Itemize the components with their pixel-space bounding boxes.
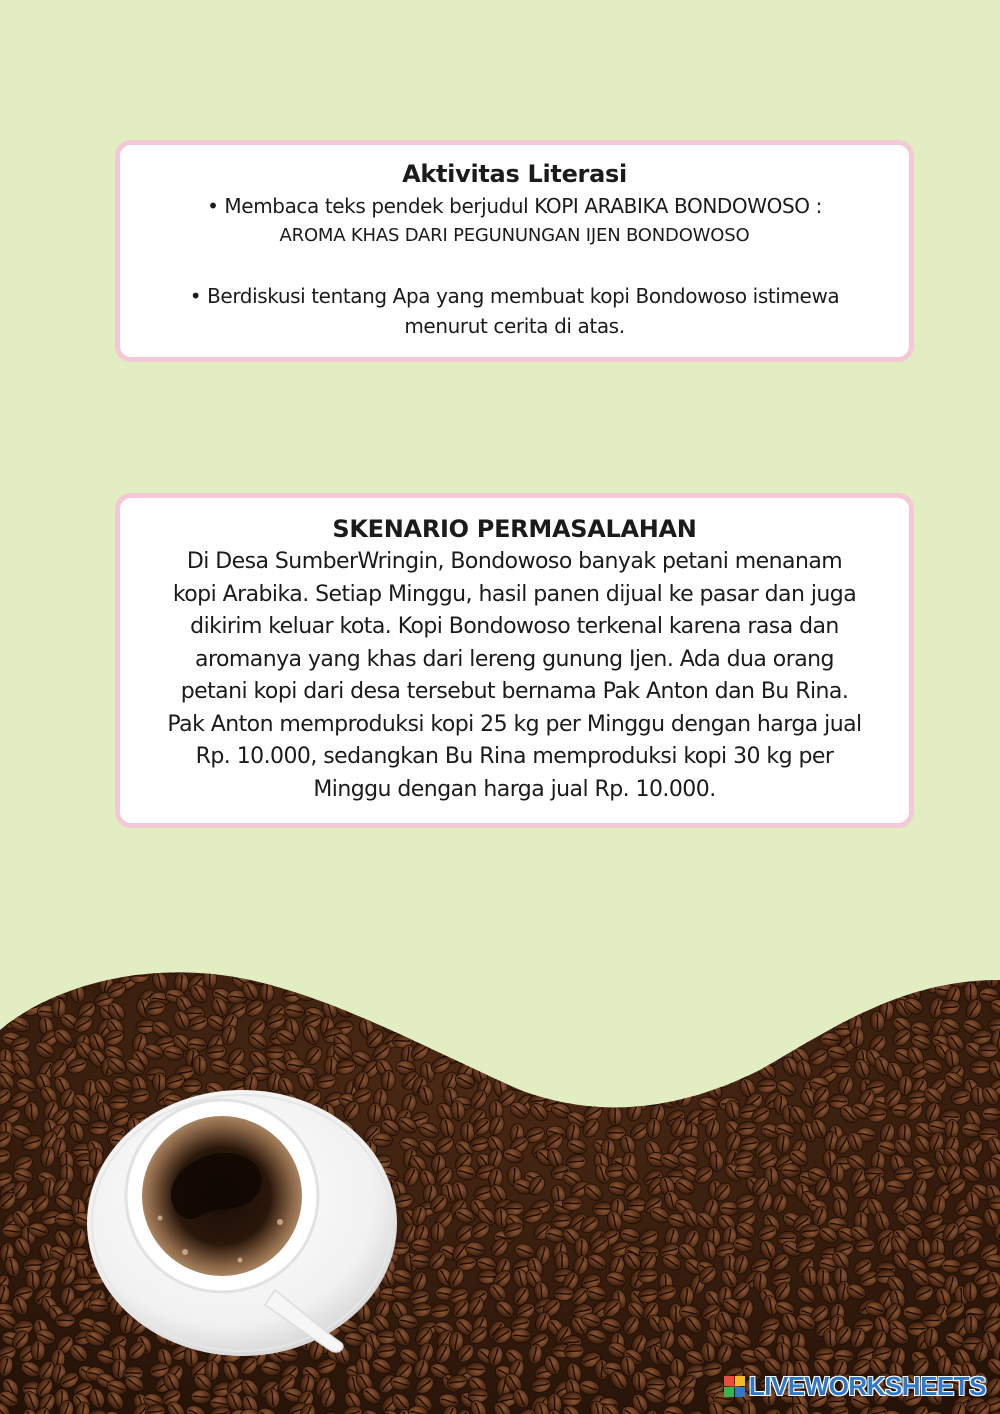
skenario-line-5: petani kopi dari desa tersebut bernama Pak Anton dan Bu Rina. <box>180 679 849 704</box>
skenario-line-6: Pak Anton memproduksi kopi 25 kg per Minggu dengan harga jual <box>167 711 862 737</box>
skenario-line-4: aromanya yang khas dari lereng gunung Ijen. Ada dua orang <box>195 646 834 672</box>
literasi-spacer <box>140 251 889 281</box>
skenario-card <box>115 493 914 828</box>
coffee-beans-image <box>0 960 1000 1414</box>
liveworksheets-logo-icon <box>724 1376 745 1397</box>
literasi-line-1: • Membaca teks pendek berjudul KOPI ARABIKA BONDOWOSO : <box>207 194 822 218</box>
literasi-line-2: AROMA KHAS DARI PEGUNUNGAN IJEN BONDOWOSO <box>279 225 750 246</box>
literasi-line-4: menurut cerita di atas. <box>404 314 625 338</box>
coffee-cup-icon <box>87 1090 397 1356</box>
liveworksheets-watermark <box>724 1371 986 1402</box>
literasi-line-3: • Berdiskusi tentang Apa yang membuat kopi Bondowoso istimewa <box>189 284 840 308</box>
literasi-card <box>115 140 914 362</box>
skenario-line-1: Di Desa SumberWringin, Bondowoso banyak petani menanam <box>186 549 843 574</box>
literasi-title: Aktivitas Literasi <box>402 160 627 188</box>
skenario-line-7: Rp. 10.000, sedangkan Bu Rina memproduksi kopi 30 kg per <box>195 744 834 769</box>
skenario-line-8: Minggu dengan harga jual Rp. 10.000. <box>313 776 716 802</box>
skenario-line-2: kopi Arabika. Setiap Minggu, hasil panen dijual ke pasar dan juga <box>172 581 857 607</box>
skenario-title: SKENARIO PERMASALAHAN <box>332 515 697 543</box>
skenario-line-3: dikirim keluar kota. Kopi Bondowoso terkenal karena rasa dan <box>190 614 839 639</box>
watermark-text: LIVEWORKSHEETS <box>748 1371 986 1401</box>
